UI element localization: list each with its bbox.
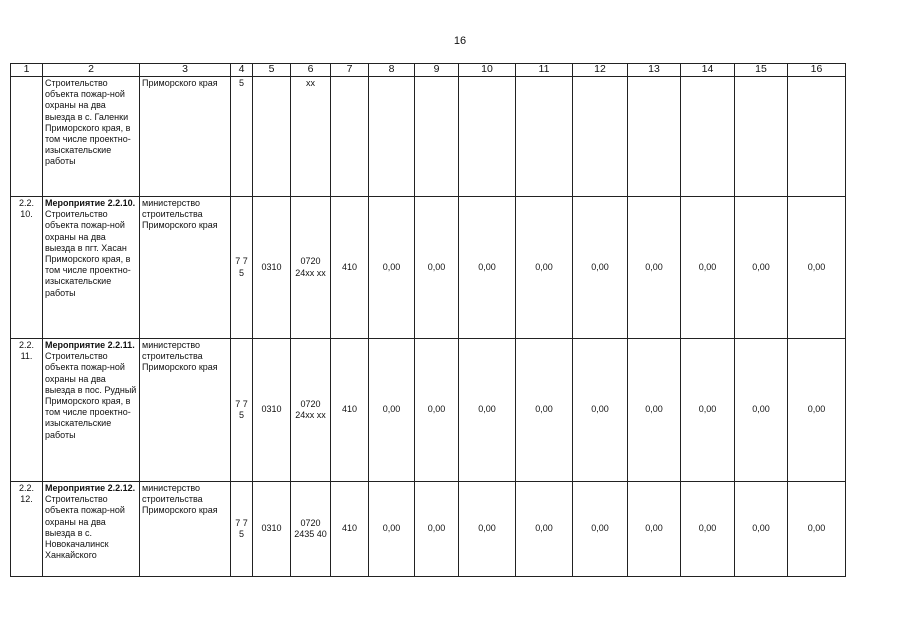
value-cell xyxy=(573,77,628,197)
table-row xyxy=(11,339,846,482)
value-cell: 0,00 xyxy=(369,197,415,339)
value-cell: 0,00 xyxy=(735,197,788,339)
value-cell: 0,00 xyxy=(573,339,628,482)
header-cell: 12 xyxy=(573,64,628,77)
value-cell: 0,00 xyxy=(516,482,573,577)
row-index: 2.2. 10. xyxy=(11,197,43,339)
value-cell: 0,00 xyxy=(788,339,846,482)
row-description: Строительство объекта пожар-ной охраны на два выезда в с. Галенки Приморского края, в том числе проектно-изыскательские работы xyxy=(45,78,131,167)
table-row xyxy=(11,482,846,577)
row-description-cell xyxy=(43,197,140,339)
row-owner: министерство строительства Приморского края xyxy=(140,339,231,482)
page-number: 16 xyxy=(453,35,467,47)
value-cell xyxy=(516,77,573,197)
row-index xyxy=(11,77,43,197)
row-col7: 410 xyxy=(331,482,369,577)
value-cell: 0,00 xyxy=(628,197,681,339)
value-cell xyxy=(681,77,735,197)
value-cell: 0,00 xyxy=(681,339,735,482)
row-owner: Приморского края xyxy=(140,77,231,197)
row-title: Мероприятие 2.2.12. xyxy=(45,483,136,493)
value-cell xyxy=(459,77,516,197)
value-cell xyxy=(369,77,415,197)
header-cell: 8 xyxy=(369,64,415,77)
row-index: 2.2. 12. xyxy=(11,482,43,577)
value-cell: 0,00 xyxy=(628,482,681,577)
row-col5: 0310 xyxy=(253,339,291,482)
value-cell: 0,00 xyxy=(788,482,846,577)
row-description-cell xyxy=(43,339,140,482)
value-cell: 0,00 xyxy=(415,197,459,339)
value-cell: 0,00 xyxy=(459,482,516,577)
header-cell: 9 xyxy=(415,64,459,77)
budget-table xyxy=(10,63,846,577)
table-row xyxy=(11,77,846,197)
value-cell: 0,00 xyxy=(681,482,735,577)
header-cell: 3 xyxy=(140,64,231,77)
header-cell: 16 xyxy=(788,64,846,77)
header-row xyxy=(11,64,846,77)
value-cell: 0,00 xyxy=(415,339,459,482)
value-cell: 0,00 xyxy=(516,197,573,339)
header-cell: 15 xyxy=(735,64,788,77)
row-title: Мероприятие 2.2.10. xyxy=(45,198,136,208)
row-description: Строительство объекта пожар-ной охраны на два выезда в с. Новокачалинск Ханкайского xyxy=(45,494,125,561)
row-col7 xyxy=(331,77,369,197)
header-cell: 2 xyxy=(43,64,140,77)
row-title: Мероприятие 2.2.11. xyxy=(45,340,135,350)
value-cell: 0,00 xyxy=(459,197,516,339)
value-cell: 0,00 xyxy=(573,197,628,339)
row-index: 2.2. 11. xyxy=(11,339,43,482)
header-cell: 13 xyxy=(628,64,681,77)
header-cell: 4 xyxy=(231,64,253,77)
value-cell xyxy=(788,77,846,197)
row-description-cell xyxy=(43,482,140,577)
value-cell: 0,00 xyxy=(735,482,788,577)
value-cell: 0,00 xyxy=(628,339,681,482)
header-cell: 1 xyxy=(11,64,43,77)
row-owner: министерство строительства Приморского края xyxy=(140,482,231,577)
row-description: Строительство объекта пожар-ной охраны на два выезда в пос. Рудный Приморского края, в том числе проектно-изыскательские работы xyxy=(45,351,137,440)
row-owner: министерство строительства Приморского края xyxy=(140,197,231,339)
row-col4: 7 7 5 xyxy=(231,339,253,482)
row-col4: 7 7 5 xyxy=(231,197,253,339)
row-description: Строительство объекта пожар-ной охраны на два выезда в пгт. Хасан Приморского края, в том числе проектно-изыскательские работы xyxy=(45,209,131,298)
row-col6: 0720 2435 40 xyxy=(291,482,331,577)
value-cell: 0,00 xyxy=(369,339,415,482)
row-col4: 7 7 5 xyxy=(231,482,253,577)
value-cell: 0,00 xyxy=(369,482,415,577)
header-cell: 10 xyxy=(459,64,516,77)
header-cell: 7 xyxy=(331,64,369,77)
header-cell: 6 xyxy=(291,64,331,77)
value-cell: 0,00 xyxy=(459,339,516,482)
row-description-cell xyxy=(43,77,140,197)
value-cell: 0,00 xyxy=(573,482,628,577)
row-col6: xx xyxy=(291,77,331,197)
row-col4: 5 xyxy=(231,77,253,197)
row-col6: 0720 24xx xx xyxy=(291,197,331,339)
header-cell: 5 xyxy=(253,64,291,77)
value-cell xyxy=(735,77,788,197)
row-col5 xyxy=(253,77,291,197)
row-col5: 0310 xyxy=(253,197,291,339)
value-cell: 0,00 xyxy=(788,197,846,339)
value-cell xyxy=(415,77,459,197)
header-cell: 11 xyxy=(516,64,573,77)
value-cell: 0,00 xyxy=(516,339,573,482)
row-col7: 410 xyxy=(331,339,369,482)
table-row xyxy=(11,197,846,339)
header-cell: 14 xyxy=(681,64,735,77)
row-col7: 410 xyxy=(331,197,369,339)
value-cell: 0,00 xyxy=(735,339,788,482)
value-cell xyxy=(628,77,681,197)
value-cell: 0,00 xyxy=(415,482,459,577)
row-col5: 0310 xyxy=(253,482,291,577)
row-col6: 0720 24xx xx xyxy=(291,339,331,482)
value-cell: 0,00 xyxy=(681,197,735,339)
